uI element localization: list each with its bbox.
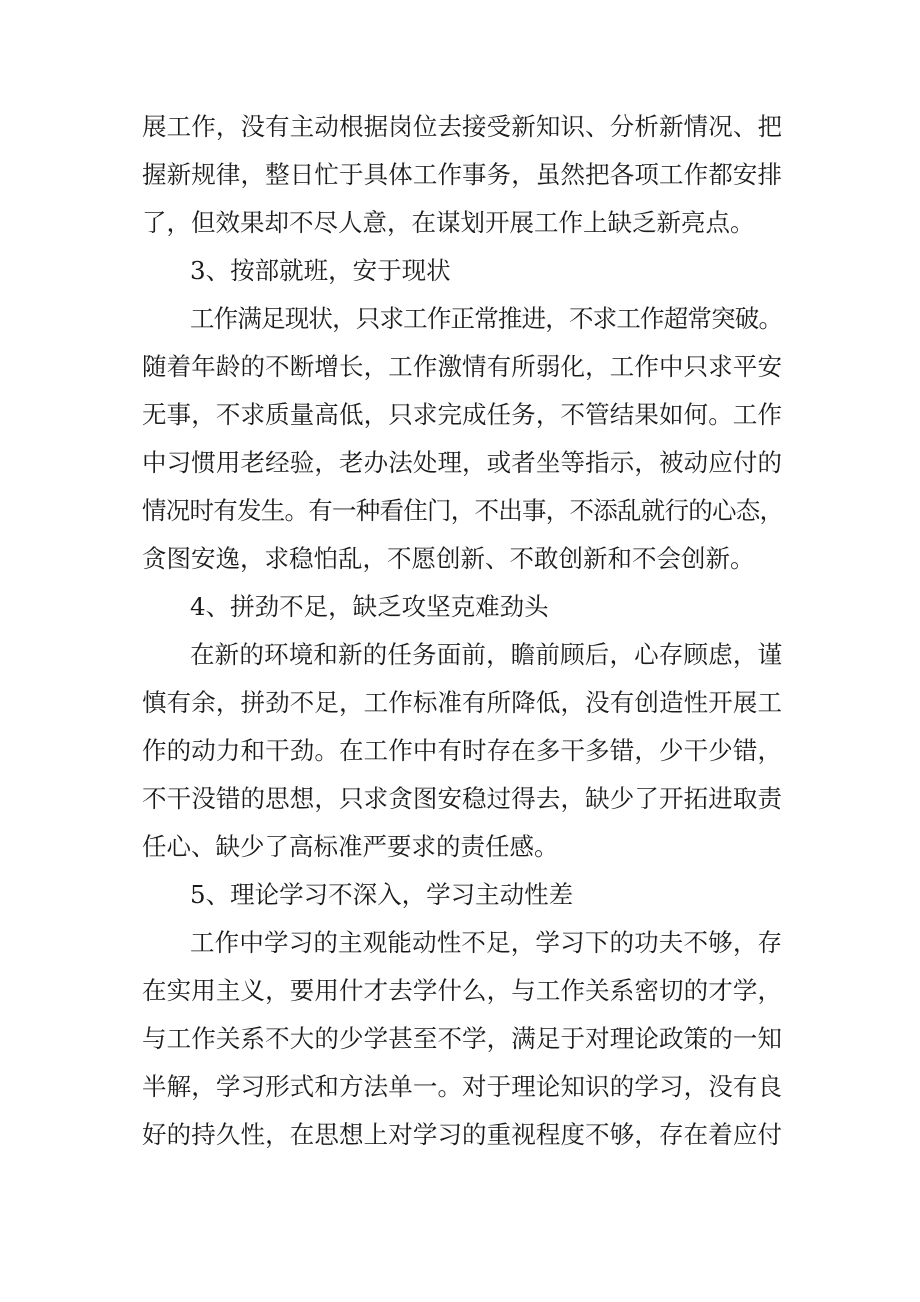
text-line-10: 贪图安逸，求稳怕乱，不愿创新、不敢创新和不会创新。 [142,544,755,573]
text-line-6: 随着年龄的不断增长，工作激情有所弱化，工作中只求平安 [142,352,782,381]
text-line-7: 无事，不求质量高低，只求完成任务，不管结果如何。工作 [142,400,782,429]
text-line-21: 半解，学习形式和方法单一。对于理论知识的学习，没有良 [142,1072,782,1101]
text-line-22: 好的持久性，在思想上对学习的重视程度不够，存在着应付 [142,1120,782,1149]
text-line-2: 握新规律，整日忙于具体工作事务，虽然把各项工作都安排 [142,160,782,189]
section-heading-3: 3、按部就班，安于现状 [190,256,451,285]
text-line-5: 工作满足现状，只求工作正常推进，不求工作超常突破。 [190,304,782,333]
text-line-8: 中习惯用老经验，老办法处理，或者坐等指示，被动应付的 [142,448,782,477]
text-line-16: 任心、缺少了高标准严要求的责任感。 [142,832,559,861]
text-line-14: 作的动力和干劲。在工作中有时存在多干多错，少干少错， [142,736,782,765]
text-line-12: 在新的环境和新的任务面前，瞻前顾后，心存顾虑，谨 [190,640,782,669]
section-heading-5: 5、理论学习不深入，学习主动性差 [190,880,574,909]
text-line-15: 不干没错的思想，只求贪图安稳过得去，缺少了开拓进取责 [142,784,782,813]
text-line-13: 慎有余，拼劲不足，工作标准有所降低，没有创造性开展工 [142,688,782,717]
text-line-1: 展工作，没有主动根据岗位去接受新知识、分析新情况、把 [142,112,782,141]
section-heading-4: 4、拼劲不足，缺乏攻坚克难劲头 [190,592,549,621]
text-line-9: 情况时有发生。有一种看住门，不出事，不添乱就行的心态， [142,496,784,525]
text-line-18: 工作中学习的主观能动性不足，学习下的功夫不够，存 [190,928,782,957]
text-line-20: 与工作关系不大的少学甚至不学，满足于对理论政策的一知 [142,1024,782,1053]
text-line-3: 了，但效果却不尽人意，在谋划开展工作上缺乏新亮点。 [142,208,755,237]
text-line-19: 在实用主义，要用什才去学什么，与工作关系密切的才学， [142,976,782,1005]
